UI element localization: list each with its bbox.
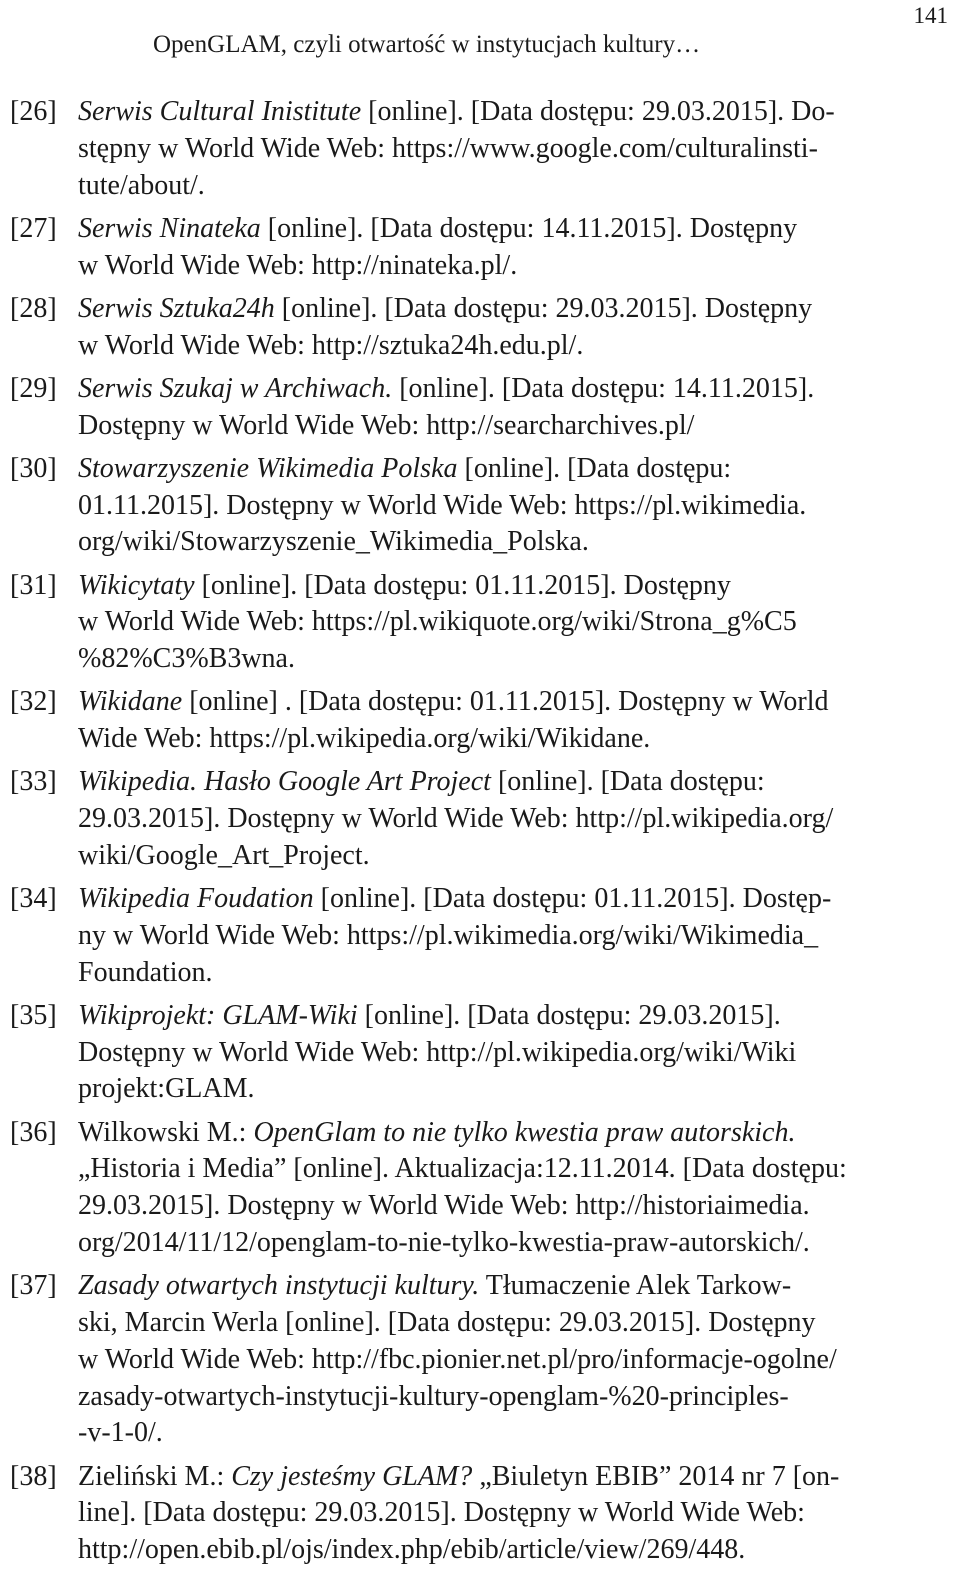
reference-text — [78, 213, 797, 281]
reference-title: Serwis Cultural Inistitute — [78, 96, 362, 127]
reference-text — [78, 686, 829, 754]
reference-entry — [10, 1459, 950, 1569]
reference-segment: Dostępny w World Wide Web: http://searcharchives.pl/ — [78, 409, 695, 441]
reference-text — [78, 96, 835, 201]
reference-segment: w World Wide Web: https://pl.wikiquote.org/wiki/Strona_g%C5 — [78, 606, 797, 638]
reference-number: [29] — [10, 372, 57, 404]
reference-segment: „Biuletyn EBIB” 2014 nr 7 [on- — [472, 1460, 840, 1492]
reference-entry — [10, 371, 950, 445]
reference-number: [34] — [10, 883, 57, 915]
reference-segment: projekt:GLAM. — [78, 1073, 255, 1105]
reference-number: [38] — [10, 1460, 57, 1492]
reference-segment: w World Wide Web: http://ninateka.pl/. — [78, 249, 518, 281]
reference-entry — [10, 684, 950, 758]
reference-segment: http://open.ebib.pl/ojs/index.php/ebib/article/view/269/448. — [78, 1534, 746, 1566]
reference-segment: org/wiki/Stowarzyszenie_Wikimedia_Polska. — [78, 526, 589, 558]
reference-segment: [online]. [Data dostępu: 01.11.2015]. Dostęp- — [313, 883, 832, 915]
reference-segment: [online]. [Data dostępu: 29.03.2015]. Do- — [361, 96, 835, 127]
reference-segment: [online]. [Data dostępu: 14.11.2015]. — [392, 372, 815, 404]
reference-number: [32] — [10, 686, 57, 718]
reference-entry — [10, 1268, 950, 1452]
reference-segment: Tłumaczenie Alek Tarkow- — [479, 1270, 792, 1302]
reference-entry — [10, 764, 950, 874]
reference-segment: stępny w World Wide Web: https://www.google.com/culturalinsti- — [78, 132, 818, 164]
reference-number: [28] — [10, 292, 57, 324]
reference-segment: [online]. [Data dostępu: 14.11.2015]. Dostępny — [260, 212, 798, 244]
reference-segment: -v-1-0/. — [78, 1417, 163, 1449]
page-number: 141 — [913, 3, 948, 28]
reference-title: Wikidane — [78, 686, 183, 718]
reference-text — [78, 570, 797, 675]
reference-title: Serwis Sztuka24h — [78, 292, 275, 324]
reference-title: Wikipedia Foudation — [78, 883, 314, 915]
reference-title: Wikipedia. Hasło Google Art Project — [78, 766, 491, 798]
reference-segment: Wide Web: https://pl.wikipedia.org/wiki/Wikidane. — [78, 723, 651, 755]
reference-segment: „Historia i Media” [online]. Aktualizacja:12.11.2014. [Data dostępu: — [78, 1153, 847, 1185]
reference-entry — [10, 568, 950, 678]
reference-text — [78, 373, 814, 441]
reference-segment: ny w World Wide Web: https://pl.wikimedia.org/wiki/Wikimedia_ — [78, 919, 819, 951]
reference-number: [36] — [10, 1116, 57, 1148]
reference-number: [31] — [10, 569, 57, 601]
reference-segment: Wilkowski M.: — [78, 1116, 254, 1148]
reference-text — [78, 453, 806, 558]
reference-segment: org/2014/11/12/openglam-to-nie-tylko-kwestia-praw-autorskich/. — [78, 1227, 810, 1259]
reference-segment: [online] . [Data dostępu: 01.11.2015]. Dostępny w World — [182, 686, 829, 718]
reference-text — [78, 1270, 837, 1448]
reference-text — [78, 1461, 839, 1566]
reference-text — [78, 766, 833, 871]
reference-segment: line]. [Data dostępu: 29.03.2015]. Dostępny w World Wide Web: — [78, 1497, 805, 1529]
reference-title: Stowarzyszenie Wikimedia Polska — [78, 452, 458, 484]
reference-segment: w World Wide Web: http://fbc.pionier.net.pl/pro/informacje-ogolne/ — [78, 1343, 837, 1375]
reference-segment: wiki/Google_Art_Project. — [78, 839, 370, 871]
reference-entry — [10, 94, 950, 204]
reference-number: [35] — [10, 999, 57, 1031]
reference-segment: ski, Marcin Werla [online]. [Data dostępu: 29.03.2015]. Dostępny — [78, 1307, 816, 1338]
reference-entry — [10, 291, 950, 365]
reference-segment: 01.11.2015]. Dostępny w World Wide Web: https://pl.wikimedia. — [78, 489, 807, 521]
reference-number: [37] — [10, 1270, 57, 1302]
reference-title: OpenGlam to nie tylko kwestia praw autorskich. — [253, 1116, 796, 1148]
reference-segment: Foundation. — [78, 956, 213, 988]
reference-segment: w World Wide Web: http://sztuka24h.edu.pl/. — [78, 329, 584, 361]
reference-entry — [10, 881, 950, 991]
reference-segment: [online]. [Data dostępu: 29.03.2015]. Dostępny — [274, 292, 813, 324]
reference-title: Zasady otwartych instytucji kultury. — [78, 1270, 480, 1302]
reference-text — [78, 1117, 847, 1258]
reference-text — [78, 883, 831, 988]
reference-entry — [10, 451, 950, 561]
reference-number: [33] — [10, 766, 57, 798]
running-header: OpenGLAM, czyli otwartość w instytucjach kultury… — [153, 31, 701, 58]
reference-number: [30] — [10, 452, 57, 484]
reference-number: [26] — [10, 96, 57, 127]
reference-number: [27] — [10, 212, 57, 244]
reference-segment: tute/about/. — [78, 169, 205, 201]
reference-entry — [10, 211, 950, 285]
reference-list — [10, 94, 950, 1575]
reference-segment: Zieliński M.: — [78, 1460, 232, 1492]
reference-segment: zasady-otwartych-instytucji-kultury-openglam-%20-principles- — [78, 1380, 789, 1412]
reference-title: Serwis Szukaj w Archiwach. — [78, 372, 393, 404]
reference-segment: [online]. [Data dostępu: 29.03.2015]. — [357, 999, 781, 1031]
reference-segment: [online]. [Data dostępu: 01.11.2015]. Dostępny — [194, 569, 731, 601]
reference-segment: 29.03.2015]. Dostępny w World Wide Web: http://pl.wikipedia.org/ — [78, 803, 834, 835]
reference-title: Wikicytaty — [78, 569, 195, 601]
reference-segment: %82%C3%B3wna. — [78, 643, 295, 675]
reference-entry — [10, 1115, 950, 1262]
reference-segment: 29.03.2015]. Dostępny w World Wide Web: http://historiaimedia. — [78, 1190, 810, 1222]
reference-text — [78, 293, 812, 361]
reference-segment: [online]. [Data dostępu: — [490, 766, 765, 798]
reference-entry — [10, 998, 950, 1108]
reference-title: Czy jesteśmy GLAM? — [231, 1460, 473, 1492]
reference-text — [78, 1000, 796, 1105]
reference-segment: [online]. [Data dostępu: — [457, 452, 732, 484]
reference-title: Serwis Ninateka — [78, 212, 261, 244]
reference-segment: Dostępny w World Wide Web: http://pl.wikipedia.org/wiki/Wiki — [78, 1036, 797, 1068]
reference-title: Wikiprojekt: GLAM-Wiki — [78, 999, 358, 1031]
